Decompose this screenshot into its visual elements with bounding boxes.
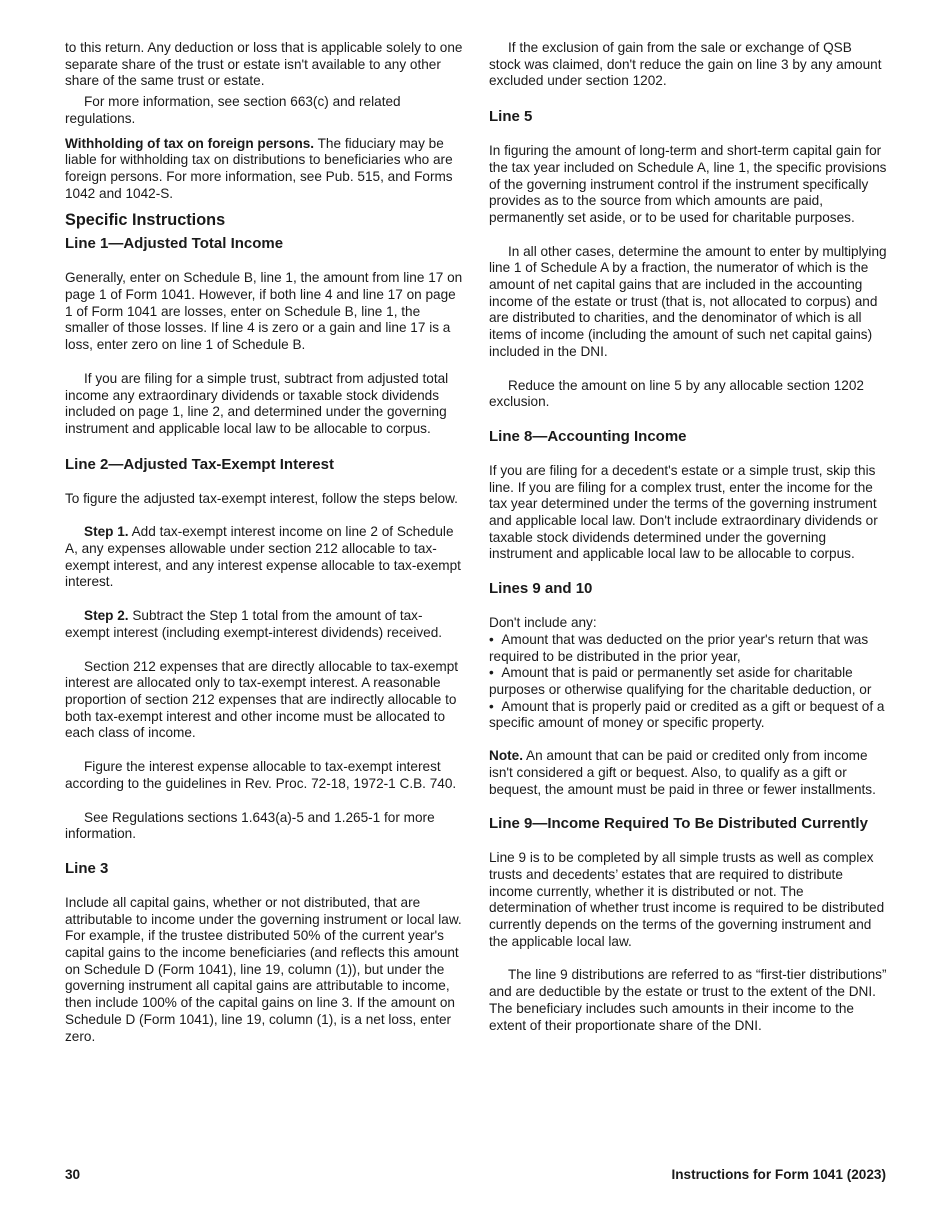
run-in-heading: Withholding of tax on foreign persons. [65, 135, 315, 151]
lines-9-10-heading: Lines 9 and 10 [489, 580, 593, 598]
paragraph: See Regulations sections 1.643(a)-5 and 1.265-1 for more information. [65, 809, 435, 842]
document-title: Instructions for Form 1041 (2023) [671, 1167, 886, 1182]
paragraph: The line 9 distributions are referred to as “first-tier distributions” and are deductible by the estate or trust to the extent of the DNI. The beneficiary includes such amounts in their income to the extent of their proportionate share of the DNI. [489, 967, 887, 1033]
paragraph: Include all capital gains, whether or not distributed, that are attributable to income under the governing instrument or local law. For example, if the trustee distributed 50% of the current year's capital gains to the income beneficiaries (and reflects this amount on Schedule D (Form 1041), line 19, column (1)), but under the governing instrument all capital gains are attributable to income, then include 100% of the capital gains on line 3. If the amount on Schedule D (Form 1041), line 19, column (1), is a net loss, enter zero. [65, 894, 462, 1044]
paragraph: Don't include any: [489, 615, 597, 631]
step-1-paragraph [65, 524, 463, 591]
note-label: Note. [489, 748, 523, 764]
note-paragraph [489, 748, 887, 798]
paragraph: If you are filing for a decedent's estate or a simple trust, skip this line. If you are filing for a complex trust, enter the income for the tax year determined under the terms of the governing instrument and applicable local law. Don't include extraordinary dividends or taxable stock dividends determined under the governing instrument and applicable local law to be allocable to corpus. [489, 462, 878, 562]
paragraph: In figuring the amount of long-term and short-term capital gain for the tax year included on Schedule A, line 1, the specific provisions of the governing instrument control if the instrument specifically provides as to the source from which amounts are paid, permanently set aside, or to be used for charitable purposes. [489, 143, 887, 225]
line2-heading: Line 2—Adjusted Tax-Exempt Interest [65, 455, 334, 473]
withholding-paragraph [65, 136, 463, 203]
paragraph-text: The fiduciary may be liable for withholding tax on distributions to beneficiaries who are foreign persons. For more information, see Pub. 515, and Forms 1042 and 1042-S. [65, 135, 453, 201]
line3-heading: Line 3 [65, 859, 109, 877]
paragraph-text: An amount that can be paid or credited only from income isn't considered a gift or bequest. Also, to qualify as a gift or bequest, the amount must be paid in three or fewer installments. [489, 748, 876, 797]
bullet-item: • Amount that was deducted on the prior year's return that was required to be distributed in the prior year, [489, 632, 887, 665]
line1-heading: Line 1—Adjusted Total Income [65, 235, 284, 253]
right-column [489, 40, 887, 1034]
paragraph: Reduce the amount on line 5 by any allocable section 1202 exclusion. [489, 377, 864, 410]
bullet-item: • Amount that is properly paid or credited as a gift or bequest of a specific amount of money or specific property. [489, 699, 887, 732]
paragraph: For more information, see section 663(c) and related regulations. [65, 94, 401, 126]
paragraph: If you are filing for a simple trust, subtract from adjusted total income any extraordinary dividends or taxable stock dividends included on page 1, line 2, and determined under the governing instrument and applicable local law to be allocable to corpus. [65, 370, 449, 436]
bullet-item: • Amount that is paid or permanently set aside for charitable purposes or otherwise qualifying for the charitable deduction, or [489, 665, 887, 698]
paragraph: Section 212 expenses that are directly allocable to tax-exempt interest are allocated only to tax-exempt interest. A reasonable proportion of section 212 expenses that are indirectly allocable to both tax-exempt interest and other income must be allocated to each class of income. [65, 658, 459, 741]
paragraph-text: Add tax-exempt interest income on line 2 of Schedule A, any expenses allowable under section 212 allocable to tax-exempt interest, and any interest expense allocable to tax-exempt interest. [65, 524, 461, 590]
step-label: Step 2. [84, 608, 129, 624]
paragraph: Figure the interest expense allocable to tax-exempt interest according to the guidelines in Rev. Proc. 72-18, 1972-1 C.B. 740. [65, 759, 457, 791]
left-column [65, 40, 463, 1045]
paragraph: to this return. Any deduction or loss that is applicable solely to one separate share of the trust or estate isn't available to any other share of the same trust or estate. [65, 40, 463, 89]
paragraph: Line 9 is to be completed by all simple trusts as well as complex trusts and decedents’ estates that are required to distribute income currently, whether it is distributed or not. The determination of whether trust income is required to be distributed currently depends on the terms of the governing instrument and the applicable local law. [489, 850, 885, 949]
line9-heading: Line 9—Income Required To Be Distributed Currently [489, 815, 868, 833]
paragraph: If the exclusion of gain from the sale or exchange of QSB stock was claimed, don't reduce the gain on line 3 by any amount excluded under section 1202. [489, 40, 882, 89]
paragraph-text: Subtract the Step 1 total from the amount of tax-exempt interest (including exempt-interest dividends) received. [65, 608, 443, 640]
line8-heading: Line 8—Accounting Income [489, 427, 687, 445]
page-number: 30 [65, 1167, 81, 1182]
paragraph: Generally, enter on Schedule B, line 1, the amount from line 17 on page 1 of Form 1041. However, if both line 4 and line 17 on page 1 of Form 1041 are losses, enter on Schedule B, line 1, the smaller of those losses. If line 4 is zero or a gain and line 17 is a loss, enter zero on line 1 of Schedule B. [65, 270, 463, 353]
paragraph: In all other cases, determine the amount to enter by multiplying line 1 of Schedule A by a fraction, the numerator of which is the amount of net capital gains that are included in the accounting income of the estate or trust (that is, not allocated to corpus) and are distributed to charities, and the denominator of which is all items of income (including the amount of such net capital gains) included in the DNI. [489, 243, 887, 359]
step-2-paragraph [65, 608, 463, 641]
line5-heading: Line 5 [489, 108, 533, 126]
step-label: Step 1. [84, 524, 129, 540]
paragraph: To figure the adjusted tax-exempt interest, follow the steps below. [65, 490, 458, 506]
section-heading: Specific Instructions [65, 211, 226, 230]
